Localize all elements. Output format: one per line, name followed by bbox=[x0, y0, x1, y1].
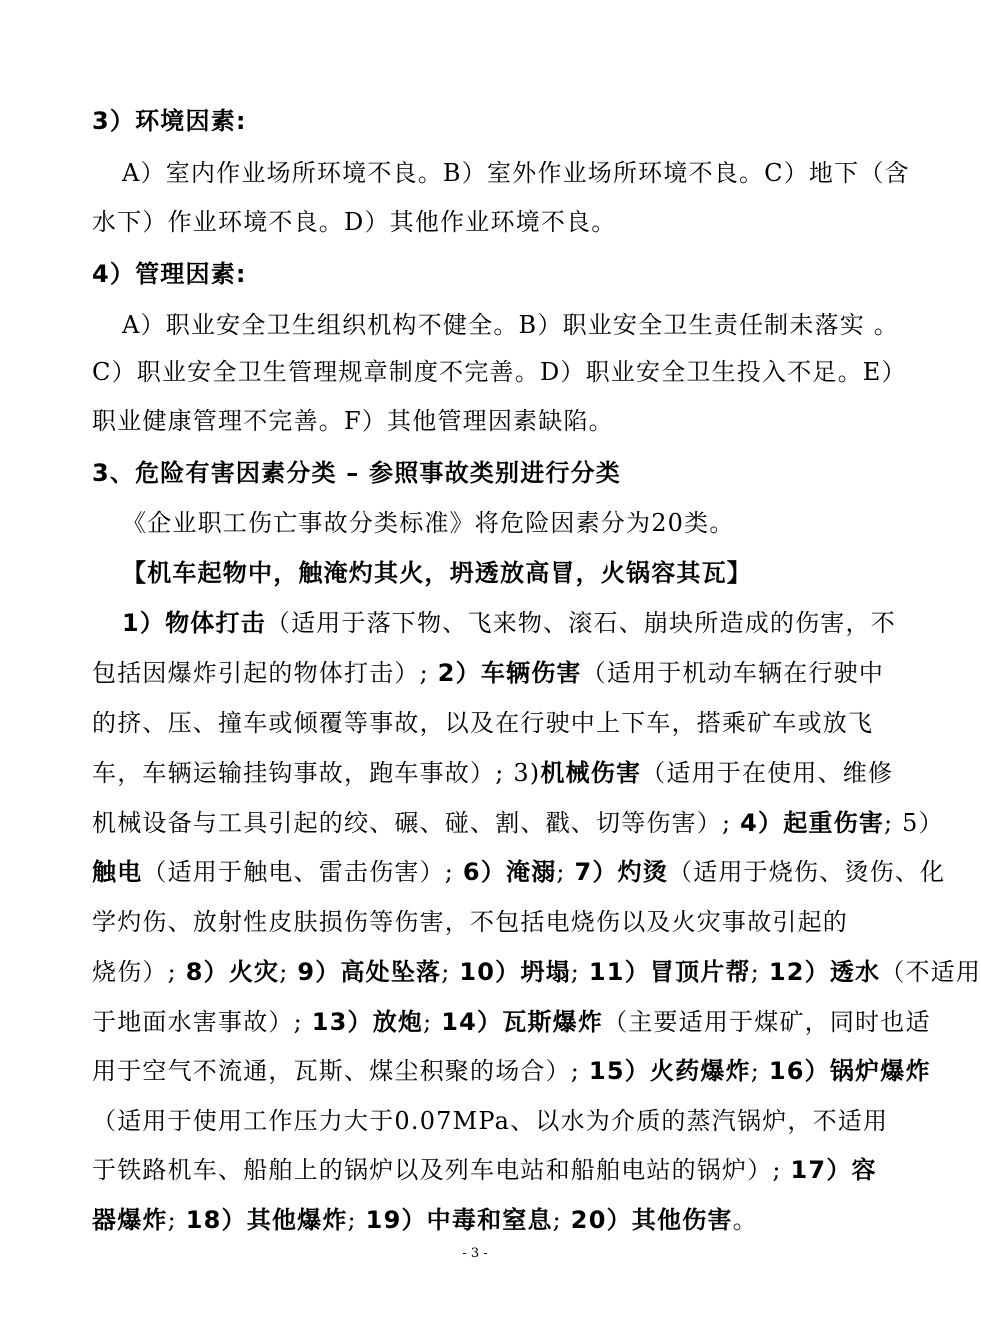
hazard-category-name: 10）坍塌 bbox=[459, 958, 571, 986]
hazard-category-name: 13）放炮 bbox=[311, 1008, 424, 1036]
hazard-description-text: （主要适用于煤矿，同时也适 bbox=[603, 1008, 931, 1036]
hazard-category-name: 器爆炸 bbox=[92, 1206, 168, 1234]
hazard-description-text: （适用于触电、雷击伤害）; bbox=[142, 858, 463, 886]
hazard-category-name: 8）火灾 bbox=[185, 958, 280, 986]
hazard-category-name: 17）容 bbox=[790, 1156, 877, 1184]
paragraph-management-line-2: C）职业安全卫生管理规章制度不完善。D）职业安全卫生投入不足。E） bbox=[92, 358, 907, 386]
hazard-category-name: 2）车辆伤害 bbox=[437, 659, 582, 687]
hazard-item-line bbox=[92, 1007, 931, 1037]
hazard-description-text: ; bbox=[347, 1206, 366, 1234]
hazard-description-text: ; bbox=[556, 858, 575, 886]
hazard-category-name: 机械伤害 bbox=[540, 759, 642, 787]
hazard-description-text: ; bbox=[423, 1008, 442, 1036]
heading-classification: 3、危险有害因素分类 – 参照事故类别进行分类 bbox=[92, 459, 622, 487]
hazard-description-text: ; bbox=[441, 958, 460, 986]
hazard-description-text: ; bbox=[750, 1057, 769, 1085]
heading-environment-factors: 3）环境因素: bbox=[92, 107, 247, 135]
hazard-category-name: 4）起重伤害 bbox=[740, 809, 885, 837]
hazard-category-name: 20）其他伤害 bbox=[570, 1206, 733, 1234]
hazard-description-text: 机械设备与工具引起的绞、碾、碰、割、戳、切等伤害）; bbox=[92, 809, 741, 837]
paragraph-management-line-3: 职业健康管理不完善。F）其他管理因素缺陷。 bbox=[92, 407, 614, 435]
hazard-category-name: 6）淹溺 bbox=[462, 858, 557, 886]
heading-management-factors: 4）管理因素: bbox=[92, 260, 247, 288]
hazard-category-name: 19）中毒和窒息 bbox=[365, 1206, 553, 1234]
hazard-description-text: ; 5） bbox=[884, 809, 944, 837]
hazard-description-text: 的挤、压、撞车或倾覆等事故，以及在行驶中上下车，搭乘矿车或放飞 bbox=[92, 709, 874, 737]
hazard-item-line bbox=[92, 1106, 889, 1136]
hazard-category-name: 1）物体打击 bbox=[122, 609, 266, 637]
paragraph-management-line-1: A）职业安全卫生组织机构不健全。B）职业安全卫生责任制未落实 。 bbox=[122, 311, 899, 339]
hazard-category-name: 7）灼烫 bbox=[574, 858, 669, 886]
hazard-description-text: ; bbox=[750, 958, 769, 986]
hazard-item-line bbox=[92, 907, 872, 937]
hazard-description-text: （适用于使用工作压力大于0.07MPa、以水为介质的蒸汽锅炉，不适用 bbox=[92, 1107, 889, 1135]
hazard-category-name: 15）火药爆炸 bbox=[588, 1057, 751, 1085]
hazard-description-text: （适用于机动车辆在行驶中 bbox=[581, 659, 885, 687]
hazard-item-line bbox=[92, 857, 946, 887]
hazard-category-name: 14）瓦斯爆炸 bbox=[441, 1008, 604, 1036]
hazard-item-line bbox=[92, 957, 981, 987]
hazard-category-name: 触电 bbox=[92, 858, 143, 886]
paragraph-environment-line-2: 水下）作业环境不良。D）其他作业环境不良。 bbox=[92, 208, 617, 236]
hazard-description-text: （不适用 bbox=[880, 958, 981, 986]
hazard-description-text: 车，车辆运输挂钩事故，跑车事故）; 3) bbox=[92, 759, 541, 787]
hazard-description-text: ; bbox=[570, 958, 589, 986]
hazard-description-text: （适用于烧伤、烫伤、化 bbox=[668, 858, 946, 886]
mnemonic-line: 【机车起物中，触淹灼其火，坍透放高冒，火锅容其瓦】 bbox=[122, 559, 752, 587]
hazard-item-line bbox=[92, 1205, 872, 1235]
hazard-category-name: 11）冒顶片帮 bbox=[588, 958, 751, 986]
hazard-item-line bbox=[122, 608, 896, 638]
hazard-description-text: 于铁路机车、船舶上的锅炉以及列车电站和船舶电站的锅炉）; bbox=[92, 1156, 791, 1184]
hazard-description-text: 学灼伤、放射性皮肤损伤等伤害，不包括电烧伤以及火灾事故引起的 bbox=[92, 908, 848, 936]
hazard-description-text: ; bbox=[279, 958, 298, 986]
paragraph-environment-line-1: A）室内作业场所环境不良。B）室外作业场所环境不良。C）地下（含 bbox=[122, 159, 910, 187]
hazard-item-line bbox=[92, 1056, 931, 1086]
hazard-description-text: ; bbox=[552, 1206, 571, 1234]
hazard-item-line bbox=[92, 758, 894, 788]
hazard-category-name: 12）透水 bbox=[768, 958, 881, 986]
hazard-description-text: ; bbox=[167, 1206, 186, 1234]
hazard-category-name: 16）锅炉爆炸 bbox=[768, 1057, 931, 1085]
hazard-description-text: 包括因爆炸引起的物体打击）; bbox=[92, 659, 438, 687]
hazard-description-text: （适用于落下物、飞来物、滚石、崩块所造成的伤害，不 bbox=[265, 609, 896, 637]
hazard-description-text: 用于空气不流通，瓦斯、煤尘积聚的场合）; bbox=[92, 1057, 589, 1085]
hazard-item-line bbox=[92, 658, 885, 688]
hazard-item-line bbox=[92, 1155, 877, 1185]
hazard-description-text: 烧伤）; bbox=[92, 958, 186, 986]
hazard-description-text: （适用于在使用、维修 bbox=[641, 759, 894, 787]
hazard-description-text: 。 bbox=[732, 1206, 758, 1234]
page-number: - 3 - bbox=[462, 1246, 488, 1261]
hazard-description-text: 于地面水害事故）; bbox=[92, 1008, 312, 1036]
hazard-item-line bbox=[92, 808, 944, 838]
hazard-category-name: 18）其他爆炸 bbox=[185, 1206, 348, 1234]
hazard-item-line bbox=[92, 708, 872, 738]
hazard-category-name: 9）高处坠落 bbox=[297, 958, 442, 986]
standard-statement: 《企业职工伤亡事故分类标准》将危险因素分为20类。 bbox=[122, 509, 735, 537]
